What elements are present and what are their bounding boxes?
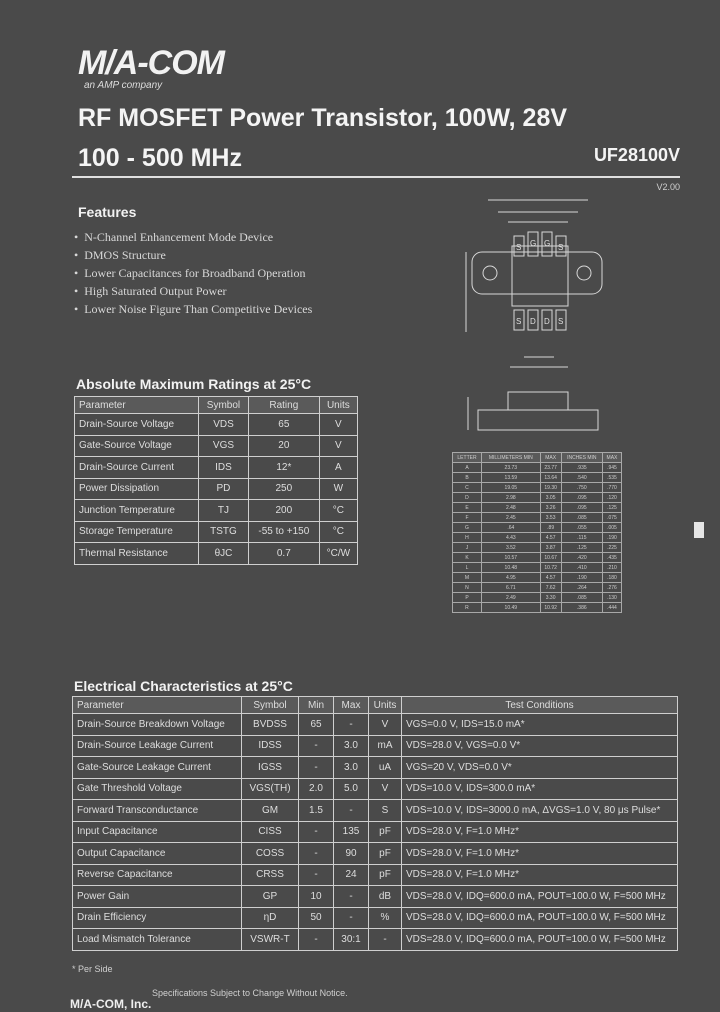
table-row (73, 778, 678, 800)
table-row (73, 821, 678, 843)
table-cell: 4.95 (481, 573, 540, 583)
table-cell: 90 (334, 843, 369, 865)
footnote: * Per Side (72, 964, 113, 974)
table-cell: dB (369, 886, 402, 908)
table-cell: CRSS (242, 864, 299, 886)
table-cell: .935 (561, 463, 602, 473)
table-cell: 4.57 (540, 533, 561, 543)
table-cell: 10.72 (540, 563, 561, 573)
table-cell: .085 (561, 593, 602, 603)
table-cell: - (299, 735, 334, 757)
column-header: Test Conditions (402, 697, 678, 714)
table-cell: - (299, 929, 334, 951)
table-cell: Drain-Source Breakdown Voltage (73, 714, 242, 736)
column-header: Units (369, 697, 402, 714)
table-row (75, 543, 358, 565)
table-cell: F (453, 513, 482, 523)
company-name: M/A-COM, Inc. (70, 997, 152, 1011)
package-dimension-table (452, 452, 622, 613)
table-cell: - (334, 907, 369, 929)
table-row (453, 483, 622, 493)
table-header-row (75, 397, 358, 414)
table-cell: H (453, 533, 482, 543)
table-cell: 20 (248, 435, 319, 457)
page-edge-tab (694, 522, 704, 538)
table-cell: pF (369, 821, 402, 843)
table-cell: VDS=28.0 V, IDQ=600.0 mA, POUT=100.0 W, F=500 MHz (402, 886, 678, 908)
table-cell: IDSS (242, 735, 299, 757)
column-header: Rating (248, 397, 319, 414)
table-row (453, 563, 622, 573)
table-cell: .125 (602, 503, 621, 513)
table-cell: .055 (561, 523, 602, 533)
table-cell: - (299, 821, 334, 843)
table-row (73, 886, 678, 908)
table-cell: 19.05 (481, 483, 540, 493)
table-cell: Input Capacitance (73, 821, 242, 843)
table-cell: .130 (602, 593, 621, 603)
table-cell: VGS(TH) (242, 778, 299, 800)
table-row (453, 573, 622, 583)
table-cell: 3.87 (540, 543, 561, 553)
column-header: Symbol (242, 697, 299, 714)
table-cell: 3.0 (334, 735, 369, 757)
table-row (453, 543, 622, 553)
table-cell: 10.57 (481, 553, 540, 563)
table-cell: W (319, 478, 357, 500)
abs-max-heading: Absolute Maximum Ratings at 25°C (76, 376, 312, 392)
table-cell: K (453, 553, 482, 563)
table-cell: - (334, 800, 369, 822)
table-cell: TJ (198, 500, 248, 522)
table-cell: V (369, 714, 402, 736)
table-row (73, 757, 678, 779)
table-cell: VGS=20 V, VDS=0.0 V* (402, 757, 678, 779)
column-header: Min (299, 697, 334, 714)
header-divider (72, 176, 680, 178)
table-row (453, 583, 622, 593)
table-cell: θJC (198, 543, 248, 565)
table-cell: .005 (602, 523, 621, 533)
table-header-row (73, 697, 678, 714)
pin-label: G (530, 239, 537, 248)
table-cell: 3.30 (540, 593, 561, 603)
package-outline-drawing (458, 192, 618, 442)
table-cell: .750 (561, 483, 602, 493)
table-cell: B (453, 473, 482, 483)
feature-item: • Lower Noise Figure Than Competitive Devices (74, 300, 312, 318)
spec-notice: Specifications Subject to Change Without Notice. (152, 988, 348, 998)
table-cell: VDS=28.0 V, IDQ=600.0 mA, POUT=100.0 W, F=500 MHz (402, 929, 678, 951)
table-cell: .125 (561, 543, 602, 553)
feature-item: • High Saturated Output Power (74, 282, 312, 300)
table-cell: 65 (248, 414, 319, 436)
table-row (453, 463, 622, 473)
table-row (453, 513, 622, 523)
table-cell: 200 (248, 500, 319, 522)
table-cell: S (369, 800, 402, 822)
table-cell: 23.77 (540, 463, 561, 473)
column-header: Symbol (198, 397, 248, 414)
column-header: MILLIMETERS MIN (481, 453, 540, 463)
table-cell: - (334, 714, 369, 736)
table-cell: 10.67 (540, 553, 561, 563)
table-cell: pF (369, 843, 402, 865)
table-cell: % (369, 907, 402, 929)
table-cell: .225 (602, 543, 621, 553)
pin-label: D (530, 317, 536, 326)
table-cell: 2.98 (481, 493, 540, 503)
table-cell: Power Dissipation (75, 478, 199, 500)
table-cell: 13.64 (540, 473, 561, 483)
table-cell: BVDSS (242, 714, 299, 736)
company-logo: M/A-COM (78, 44, 224, 82)
table-row (73, 735, 678, 757)
table-cell: .190 (602, 533, 621, 543)
table-cell: P (453, 593, 482, 603)
table-row (73, 843, 678, 865)
table-row (73, 864, 678, 886)
table-cell: 4.43 (481, 533, 540, 543)
table-cell: .410 (561, 563, 602, 573)
table-cell: 7.62 (540, 583, 561, 593)
table-cell: Load Mismatch Tolerance (73, 929, 242, 951)
table-cell: 19.30 (540, 483, 561, 493)
table-cell: .180 (602, 573, 621, 583)
table-cell: Drain-Source Current (75, 457, 199, 479)
part-number: UF28100V (593, 145, 680, 165)
features-list (74, 228, 312, 318)
column-header: Parameter (75, 397, 199, 414)
table-cell: 3.53 (540, 513, 561, 523)
table-cell: J (453, 543, 482, 553)
table-row (73, 929, 678, 951)
table-row (453, 503, 622, 513)
table-cell: Forward Transconductance (73, 800, 242, 822)
column-header: LETTER (453, 453, 482, 463)
abs-max-table (74, 396, 358, 565)
table-cell: 2.48 (481, 503, 540, 513)
table-row (453, 603, 622, 613)
column-header: Max (334, 697, 369, 714)
table-row (75, 500, 358, 522)
table-cell: .435 (602, 553, 621, 563)
table-row (453, 593, 622, 603)
table-cell: Output Capacitance (73, 843, 242, 865)
table-cell: D (453, 493, 482, 503)
table-cell: 10.92 (540, 603, 561, 613)
table-row (453, 553, 622, 563)
table-cell: mA (369, 735, 402, 757)
table-cell: 6.71 (481, 583, 540, 593)
table-cell: 1.5 (299, 800, 334, 822)
table-cell: .770 (602, 483, 621, 493)
table-cell: 10.49 (481, 603, 540, 613)
pin-label: S (558, 243, 564, 252)
table-cell: CISS (242, 821, 299, 843)
table-cell: COSS (242, 843, 299, 865)
table-cell: - (334, 886, 369, 908)
table-row (75, 457, 358, 479)
table-cell: - (299, 843, 334, 865)
table-cell: 10.48 (481, 563, 540, 573)
table-cell: VDS=10.0 V, IDS=300.0 mA* (402, 778, 678, 800)
table-cell: VDS=10.0 V, IDS=3000.0 mA, ΔVGS=1.0 V, 80 μs Pulse* (402, 800, 678, 822)
table-header-row (453, 453, 622, 463)
table-cell: V (319, 414, 357, 436)
table-cell: 12* (248, 457, 319, 479)
table-cell: A (453, 463, 482, 473)
table-cell: 2.0 (299, 778, 334, 800)
table-cell: 135 (334, 821, 369, 843)
table-cell: 2.49 (481, 593, 540, 603)
table-cell: Power Gain (73, 886, 242, 908)
table-cell: .444 (602, 603, 621, 613)
table-cell: VGS (198, 435, 248, 457)
table-cell: Junction Temperature (75, 500, 199, 522)
table-cell: - (299, 864, 334, 886)
table-cell: Drain Efficiency (73, 907, 242, 929)
table-cell: pF (369, 864, 402, 886)
table-cell: VGS=0.0 V, IDS=15.0 mA* (402, 714, 678, 736)
table-cell: TSTG (198, 521, 248, 543)
table-cell: VDS=28.0 V, IDQ=600.0 mA, POUT=100.0 W, F=500 MHz (402, 907, 678, 929)
feature-item: • DMOS Structure (74, 246, 312, 264)
table-row (453, 473, 622, 483)
table-cell: 2.45 (481, 513, 540, 523)
pin-label: D (544, 317, 550, 326)
table-row (75, 414, 358, 436)
table-cell: VDS (198, 414, 248, 436)
table-cell: .89 (540, 523, 561, 533)
table-row (75, 521, 358, 543)
table-cell: Storage Temperature (75, 521, 199, 543)
table-cell: E (453, 503, 482, 513)
table-cell: VDS=28.0 V, VGS=0.0 V* (402, 735, 678, 757)
table-cell: GM (242, 800, 299, 822)
table-cell: 3.26 (540, 503, 561, 513)
table-cell: .540 (561, 473, 602, 483)
column-header: Units (319, 397, 357, 414)
table-cell: V (369, 778, 402, 800)
table-cell: 250 (248, 478, 319, 500)
table-row (453, 523, 622, 533)
table-row (75, 435, 358, 457)
table-cell: .095 (561, 503, 602, 513)
table-cell: 0.7 (248, 543, 319, 565)
table-cell: uA (369, 757, 402, 779)
table-cell: M (453, 573, 482, 583)
table-cell: 30:1 (334, 929, 369, 951)
table-cell: 3.05 (540, 493, 561, 503)
feature-item: • N-Channel Enhancement Mode Device (74, 228, 312, 246)
table-cell: .420 (561, 553, 602, 563)
table-cell: 13.59 (481, 473, 540, 483)
table-cell: Gate-Source Voltage (75, 435, 199, 457)
table-cell: IDS (198, 457, 248, 479)
table-row (73, 800, 678, 822)
pin-label: S (516, 317, 522, 326)
pin-label: S (516, 243, 522, 252)
table-cell: PD (198, 478, 248, 500)
features-heading: Features (78, 204, 137, 220)
version-label: V2.00 (656, 182, 680, 192)
table-cell: R (453, 603, 482, 613)
elec-char-heading: Electrical Characteristics at 25°C (74, 678, 293, 694)
table-cell: A (319, 457, 357, 479)
table-cell: °C/W (319, 543, 357, 565)
table-cell: GP (242, 886, 299, 908)
table-cell: VDS=28.0 V, F=1.0 MHz* (402, 864, 678, 886)
table-row (453, 533, 622, 543)
table-cell: ηD (242, 907, 299, 929)
table-cell: C (453, 483, 482, 493)
table-cell: .535 (602, 473, 621, 483)
table-cell: .085 (561, 513, 602, 523)
table-cell: 65 (299, 714, 334, 736)
table-cell: .386 (561, 603, 602, 613)
logo-subtitle: an AMP company (84, 80, 163, 91)
table-cell: .075 (602, 513, 621, 523)
column-header: Parameter (73, 697, 242, 714)
table-cell: G (453, 523, 482, 533)
table-row (73, 907, 678, 929)
table-cell: Gate Threshold Voltage (73, 778, 242, 800)
table-cell: - (299, 757, 334, 779)
table-cell: N (453, 583, 482, 593)
table-cell: L (453, 563, 482, 573)
table-cell: .210 (602, 563, 621, 573)
table-cell: Gate-Source Leakage Current (73, 757, 242, 779)
frequency-range: 100 - 500 MHz (78, 144, 242, 172)
table-cell: -55 to +150 (248, 521, 319, 543)
table-cell: .264 (561, 583, 602, 593)
table-cell: 3.52 (481, 543, 540, 553)
table-cell: .190 (561, 573, 602, 583)
table-cell: 50 (299, 907, 334, 929)
table-cell: 10 (299, 886, 334, 908)
table-cell: VSWR-T (242, 929, 299, 951)
table-cell: .276 (602, 583, 621, 593)
table-row (73, 714, 678, 736)
table-cell: .115 (561, 533, 602, 543)
feature-item: • Lower Capacitances for Broadband Operation (74, 264, 312, 282)
table-cell: 5.0 (334, 778, 369, 800)
table-cell: 4.57 (540, 573, 561, 583)
table-row (453, 493, 622, 503)
table-cell: 24 (334, 864, 369, 886)
table-cell: Drain-Source Leakage Current (73, 735, 242, 757)
table-cell: VDS=28.0 V, F=1.0 MHz* (402, 843, 678, 865)
table-cell: Reverse Capacitance (73, 864, 242, 886)
pin-label: G (544, 239, 551, 248)
table-cell: VDS=28.0 V, F=1.0 MHz* (402, 821, 678, 843)
table-row (75, 478, 358, 500)
table-cell: .120 (602, 493, 621, 503)
table-cell: °C (319, 521, 357, 543)
table-cell: IGSS (242, 757, 299, 779)
table-cell: V (319, 435, 357, 457)
column-header: MAX (602, 453, 621, 463)
elec-char-table (72, 696, 678, 951)
pin-label: S (558, 317, 564, 326)
document-title: RF MOSFET Power Transistor, 100W, 28V (78, 104, 568, 132)
column-header: MAX (540, 453, 561, 463)
table-cell: Thermal Resistance (75, 543, 199, 565)
table-cell: .64 (481, 523, 540, 533)
table-cell: °C (319, 500, 357, 522)
table-cell: Drain-Source Voltage (75, 414, 199, 436)
table-cell: 23.73 (481, 463, 540, 473)
column-header: INCHES MIN (561, 453, 602, 463)
table-cell: .095 (561, 493, 602, 503)
table-cell: - (369, 929, 402, 951)
table-cell: 3.0 (334, 757, 369, 779)
table-cell: .945 (602, 463, 621, 473)
